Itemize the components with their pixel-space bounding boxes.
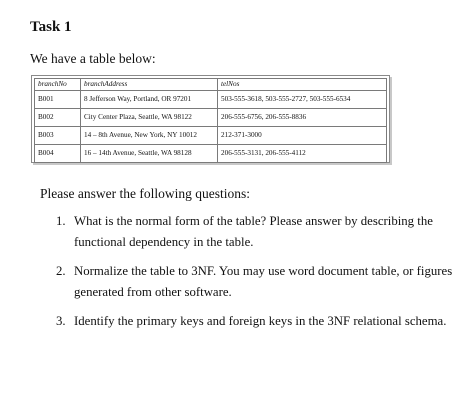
question-list	[56, 211, 456, 340]
question-number: 3.	[56, 314, 66, 328]
question-number: 1.	[56, 214, 66, 228]
task-title: Task 1	[30, 19, 72, 35]
question-item	[56, 211, 456, 253]
question-text: What is the normal form of the table? Please answer by describing the functional dependency in the table.	[74, 214, 433, 249]
cell-branchno: B001	[35, 91, 81, 109]
question-text: Normalize the table to 3NF. You may use word document table, or figures generated from other software.	[74, 264, 453, 299]
table-row	[35, 145, 387, 163]
table-row	[35, 109, 387, 127]
question-number: 2.	[56, 264, 66, 278]
cell-telnos: 212-371-3000	[218, 127, 387, 145]
cell-telnos: 206-555-3131, 206-555-4112	[218, 145, 387, 163]
table-row	[35, 91, 387, 109]
cell-branchno: B003	[35, 127, 81, 145]
intro-text: We have a table below:	[30, 51, 156, 66]
header-telnos: telNos	[218, 79, 387, 91]
cell-telnos: 503-555-3618, 503-555-2727, 503-555-6534	[218, 91, 387, 109]
cell-branchaddress: 16 – 14th Avenue, Seattle, WA 98128	[81, 145, 218, 163]
question-item	[56, 311, 456, 332]
cell-branchno: B002	[35, 109, 81, 127]
questions-intro: Please answer the following questions:	[40, 186, 250, 201]
question-item	[56, 261, 456, 303]
table-header-row	[35, 79, 387, 91]
cell-branchno: B004	[35, 145, 81, 163]
cell-telnos: 206-555-6756, 206-555-8836	[218, 109, 387, 127]
cell-branchaddress: 8 Jefferson Way, Portland, OR 97201	[81, 91, 218, 109]
branch-table-frame	[31, 75, 390, 163]
header-branchno: branchNo	[35, 79, 81, 91]
header-branchaddress: branchAddress	[81, 79, 218, 91]
cell-branchaddress: City Center Plaza, Seattle, WA 98122	[81, 109, 218, 127]
cell-branchaddress: 14 – 8th Avenue, New York, NY 10012	[81, 127, 218, 145]
branch-table	[34, 78, 387, 163]
question-text: Identify the primary keys and foreign keys in the 3NF relational schema.	[74, 314, 447, 328]
table-row	[35, 127, 387, 145]
